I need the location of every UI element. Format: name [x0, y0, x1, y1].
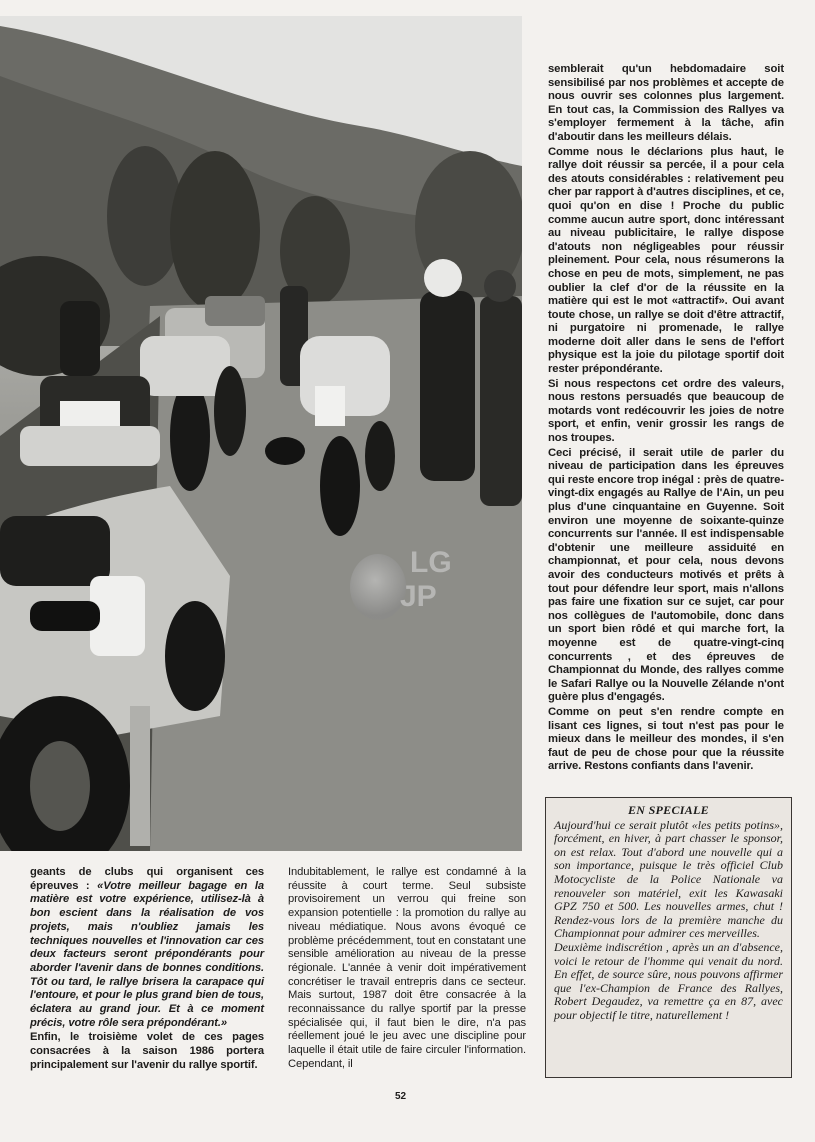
right-paragraph-2: Comme nous le déclarions plus haut, le rallye doit réussir sa percée, il a pour cela des atouts considérables : relativement peu cher par rapport à d'autres disciplines, et ce, quoi qu'on en dise ! Proche du public comme aucun autre sport, donc intéressant au niveau publicitaire, le rallye dispose d'atouts non négligeables pour réussir pleinement. Pour cela, nous résumerons la chose en peu de mots, simplement, ne pas oublier la clef d'or de la réussite en la matière qui est le mot «attractif». Oui avant toute chose, un rallye se doit d'être attractif, ni purgatoire ni promenade, le rallye moderne doit aller dans le sens de l'effort physique est la joie du pilotage sportif doit rester prépondérante. [548, 145, 784, 376]
right-paragraph-5: Comme on peut s'en rendre compte en lisant ces lignes, si tout n'est pas pour le mieux dans le meilleur des mondes, il s'en faut de peu de chose pour que la réussite arrive. Restons confiants dans l'avenir. [548, 705, 784, 773]
bottom-left-paragraph-1 [30, 866, 264, 1030]
watermark-line1: LG [410, 546, 452, 579]
right-paragraph-1: semblerait qu'un hebdomadaire soit sensibilisé par nos problèmes et accepte de nous ouvrir ses colonnes plus largement. En tout cas, la Commission des Rallyes va s'employer fermement à la tâche, afin d'aboutir dans les meilleurs délais. [548, 63, 784, 143]
bottom-left-lead: geants de clubs qui organisent ces épreuves : [30, 866, 264, 892]
box-paragraph-1: Aujourd'hui ce serait plutôt «les petits potins», forcément, en hiver, à part chasser le sponsor, on est relax. Tout d'abord une nouvelle qui a son importance, puisque le très officiel Club Motocycliste de la Police Nationale va renouveler son matériel, exit les Kawasaki GPZ 750 et 500. Les nouvelles armes, chut ! Rendez-vous lors de la première manche du Championnat pour admirer ces merveilles. [554, 817, 783, 941]
en-speciale-box [545, 797, 792, 1078]
right-column [548, 63, 784, 775]
watermark [350, 548, 462, 628]
box-paragraph-2: Deuxième indiscrétion , après un an d'absence, voici le retour de l'homme qui venait du nord. En effet, de source sûre, nous pouvons affirmer que l'ex-Champion de France des Rallyes, Robert Degaudez, va remettre ça en 87, avec pour objectif le titre, naturellement ! [554, 939, 783, 1022]
right-paragraph-3: Si nous respectons cet ordre des valeurs, nous restons persuadés que beaucoup de motards vont redécouvrir les joies de notre sport, et enfin, venir grossir les rangs de nos troupes. [548, 377, 784, 445]
bottom-middle-paragraph: Indubitablement, le rallye est condamné à la réussite à court terme. Seul subsiste provisoirement un verrou qui freine son expansion potentielle : la promotion du rallye au niveau médiatique. Nous avons évoqué ce problème précédemment, tout en constatant une sensible amélioration au niveau de la presse régionale. L'année à venir doit impérativement concrétiser le travail entrepris dans ce secteur. Mais surtout, 1987 doit être consacrée à la reconnaissance du rallye sportif par la presse spécialisée qui, il faut bien le dire, n'a pas réellement joué le jeu avec une discipline pour laquelle il était utile de faire circuler l'information. Cependant, il [288, 866, 526, 1070]
bottom-middle-column [288, 866, 526, 1073]
bottom-left-column [30, 866, 264, 1074]
rally-photo [0, 16, 522, 851]
page-number: 52 [395, 1091, 407, 1102]
box-title: EN SPECIALE [628, 803, 709, 817]
rally-motorcycles-photo-icon [0, 16, 522, 851]
bottom-left-paragraph-2: Enfin, le troisième volet de ces pages consacrées à la saison 1986 portera principalement sur l'avenir du rallye sportif. [30, 1031, 264, 1071]
watermark-line2: JP [400, 580, 437, 613]
watermark-face-icon [350, 554, 406, 620]
bottom-left-quote: «Votre meilleur bagage en la matière est votre expérience, utilisez-là à bon escient dans la réalisation de vos projets, mais n'oubliez jamais les techniques nouvelles et l'innovation car ces deux facteurs seront prépondérants pour aborder l'avenir dans de bonnes conditions. Tôt ou tard, le rallye brisera la carapace qui l'entoure, et pour le plus grand bien de tous, éclatera au grand jour. Et à ce moment précis, votre rôle sera prépondérant.» [30, 879, 264, 1029]
right-paragraph-4: Ceci précisé, il serait utile de parler du niveau de participation dans les épreuves qui reste encore trop inégal : près de quatre-vingt-dix engagés au Rallye de l'Ain, un peu plus d'une cinquantaine en Guyenne. Soit environ une moyenne de soixante-quinze concurrents sur l'année. Il est indispensable d'obtenir une meilleure assiduité en championnat, et pour cela, nous devons avoir des conducteurs motivés et prêts à tout pour défendre leur sport, mais n'allons pas faire une fixation sur ce sujet, car pour nos collègues de l'automobile, donc dans un sport bien rôdé et qui marche fort, la moyenne est de quatre-vingt-cinq concurrents , et des épreuves de Championnat du Monde, des rallyes comme le Safari Rallye ou la Nouvelle Zélande n'ont guère plus d'engagés. [548, 446, 784, 704]
